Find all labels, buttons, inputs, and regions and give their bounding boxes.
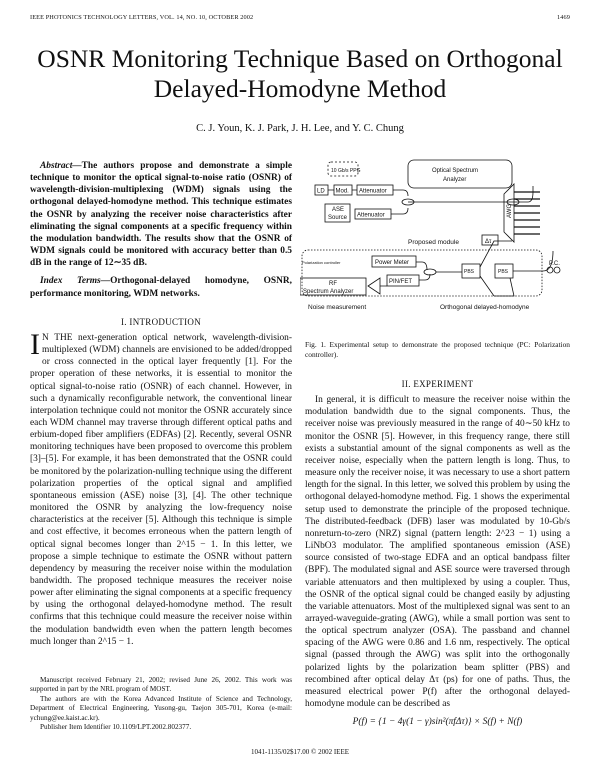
title-line-2: Delayed-Homodyne Method	[153, 74, 447, 103]
abstract-text: The authors propose and demonstrate a simple technique to monitor the optical signal-to-noise ratio (OSNR) of wavelength-division-multiplexing (WDM) signals using the orthogonal delayed-homodyne method. This technique estimates the OSNR by analyzing the receiver noise characteristics after eliminating the signal components at a specific frequency within the modulation bandwidth. The results show that the OSNR of WDM signals could be monitored with accuracy better than 0.5 dB in the range of 12∼35 dB.	[30, 161, 292, 269]
osa-label-2: Analyzer	[443, 177, 467, 183]
osa-box	[408, 160, 512, 188]
abstract-label: Abstract—	[40, 161, 82, 171]
footnotes	[30, 676, 292, 732]
modulator-label: Mod.	[335, 188, 349, 195]
ase-source-label: Source	[328, 215, 348, 221]
awg-label: AWG	[507, 203, 513, 218]
footnote-identifier: Publisher Item Identifier 10.1109/LPT.2002.802377.	[40, 723, 192, 732]
footnote-manuscript: Manuscript received February 21, 2002; revised June 26, 2002. This work was supported in part by the NRL program of MOST.	[30, 676, 292, 694]
pc-label: P.C.	[549, 261, 560, 267]
pbs-2-label: PBS	[498, 269, 509, 275]
drop-cap: I	[30, 327, 40, 361]
ase-label: ASE	[332, 207, 345, 213]
attenuator-2-label: Attenuator	[357, 212, 385, 219]
copyright-footer: 1041-1135/02$17.00 © 2002 IEEE	[251, 748, 349, 756]
proposed-module-label: Proposed module	[408, 239, 459, 246]
section-heading-experiment: II. EXPERIMENT	[401, 379, 474, 389]
left-column	[30, 160, 292, 648]
running-header: IEEE PHOTONICS TECHNOLOGY LETTERS, VOL. 14, NO. 10, OCTOBER 2002	[30, 14, 254, 21]
introduction-text: N THE next-generation optical network, wavelength-division-multiplexed (WDM) channels are envisioned to be added/dropped or cross connected in the optical layer frequently [1]. For the proper operation of these networks, it is essential to monitor the optical signal-to-noise ratio (OSNR) of each channel. However, in such a dynamically reconfigurable network, the conventional linear interpolation technique could not monitor the OSNR accurately since each WDM channel may traverse through different optical paths and erbium-doped fiber amplifiers (EDFAs) [2]. Recently, several OSNR monitoring techniques have been proposed to overcome this problem [3]–[5]. For example, it has been demonstrated that the OSNR could be monitored by the polarization-nulling technique using the different polarization properties of the optical signal and amplified spontaneous emission (ASE) noise [3], [4]. The other technique monitored the OSNR by analyzing the low-frequency noise characteristics at the receiver [5]. Although this technique is simple and cost effective, it becomes erroneous when the pattern length of optical signal becomes longer than 2^15 − 1. In this letter, we propose a simple technique to estimate the OSNR without pattern dependency by measuring the receiver noise within the modulation bandwidth. The proposed technique measures the receiver noise power after eliminating the signal components at a specific frequency by using the orthogonal delayed-homodyne method. The result confirms that this technique could measure the receiver noise within the modulation bandwidth even when the pattern length becomes much longer than 2^15 − 1.	[30, 332, 292, 647]
section-heading-introduction: I. INTRODUCTION	[121, 316, 201, 327]
authors: C. J. Youn, K. J. Park, J. H. Lee, and Y. C. Chung	[196, 123, 404, 134]
index-terms	[30, 275, 292, 299]
amplifier-shape	[368, 278, 380, 294]
abstract	[30, 160, 292, 269]
index-terms-text: Orthogonal-delayed homodyne, OSNR, performance monitoring, WDM networks.	[30, 276, 293, 299]
rf-analyzer-label: Spectrum Analyzer	[303, 289, 354, 295]
paper-title	[0, 44, 600, 104]
index-terms-label: Index Terms—	[40, 276, 111, 287]
figure-caption: Fig. 1. Experimental setup to demonstrate the proposed technique (PC: Polarization controller).	[305, 340, 570, 359]
osa-label-1: Optical Spectrum	[432, 168, 479, 174]
right-column	[305, 378, 570, 728]
pattern-generator-label: 10 Gb/s PPG	[331, 168, 361, 174]
pinfet-label: PIN/FET	[389, 279, 413, 285]
pbs-1-label: PBS	[464, 269, 475, 275]
ld-label: LD	[317, 188, 325, 195]
pc-note: Polarization controller	[302, 260, 341, 265]
equation-1: P(f) = {1 − 4γ(1 − γ)sin²(πfΔτ)} × S(f) + N(f)	[352, 717, 523, 728]
attenuator-1-label: Attenuator	[359, 188, 387, 195]
delay-label: Δτ	[485, 239, 492, 245]
rf-label: RF	[329, 281, 337, 287]
footnote-affiliation: The authors are with the Korea Advanced Institute of Science and Technology, Department of Electrical Engineering, Yusong-gu, Taejon 305-701, Korea (e-mail: ychung@ee.kaist.ac.kr).	[30, 694, 292, 722]
introduction-paragraph	[30, 327, 292, 648]
experiment-paragraph: In general, it is difficult to measure the receiver noise within the modulation bandwidth due to the signal components. Thus, the receiver noise was previously measured in the range of 40∼50 kHz to monitor the OSNR [5]. However, in this frequency range, there still exists a substantial amount of the signal components as well as the receiver noise, especially when the pattern length is long. Thus, to measure only the receiver noise, it was necessary to use a short pattern length for the signal. In this letter, we solved this problem by using the orthogonal delayed-homodyne method. Fig. 1 shows the experimental setup used to demonstrate the principle of the proposed technique. The distributed-feedback (DFB) laser was modulated by 10-Gb/s nonreturn-to-zero (NRZ) signal (pattern length: 2^23 − 1) using a LiNbO3 modulator. The amplified spontaneous emission (ASE) source consisted of two-stage EDFA and an optical bandpass filter (BPF). The modulated signal and ASE source were traversed through variable attenuators and then multiplexed by using a coupler. Thus, the OSNR of the optical signal could be changed easily by adjusting the variable attenuators. Most of the multiplexed signal was sent to an arrayed-waveguide-grating (AWG), while a small portion was sent to the optical spectrum analyzer (OSA). The passband and channel spacing of the AWG were 0.86 and 1.6 nm, respectively. The optical signal (passed through the AWG) was split into the orthogonally polarized lights by the polarization beam splitter (PBS) and recombined after optical delay Δτ (ps) for one of paths. Thus, the measured electrical power P(f) after the orthogonal delayed-homodyne module can be described as	[305, 395, 570, 710]
figure-1	[300, 152, 590, 337]
power-meter-label: Power Meter	[375, 260, 410, 266]
noise-measurement-label: Noise measurement	[308, 304, 367, 311]
title-line-1: OSNR Monitoring Technique Based on Orthogonal	[37, 44, 563, 73]
page-number: 1469	[557, 14, 570, 21]
orthogonal-module-label: Orthogonal delayed-homodyne	[440, 304, 530, 311]
